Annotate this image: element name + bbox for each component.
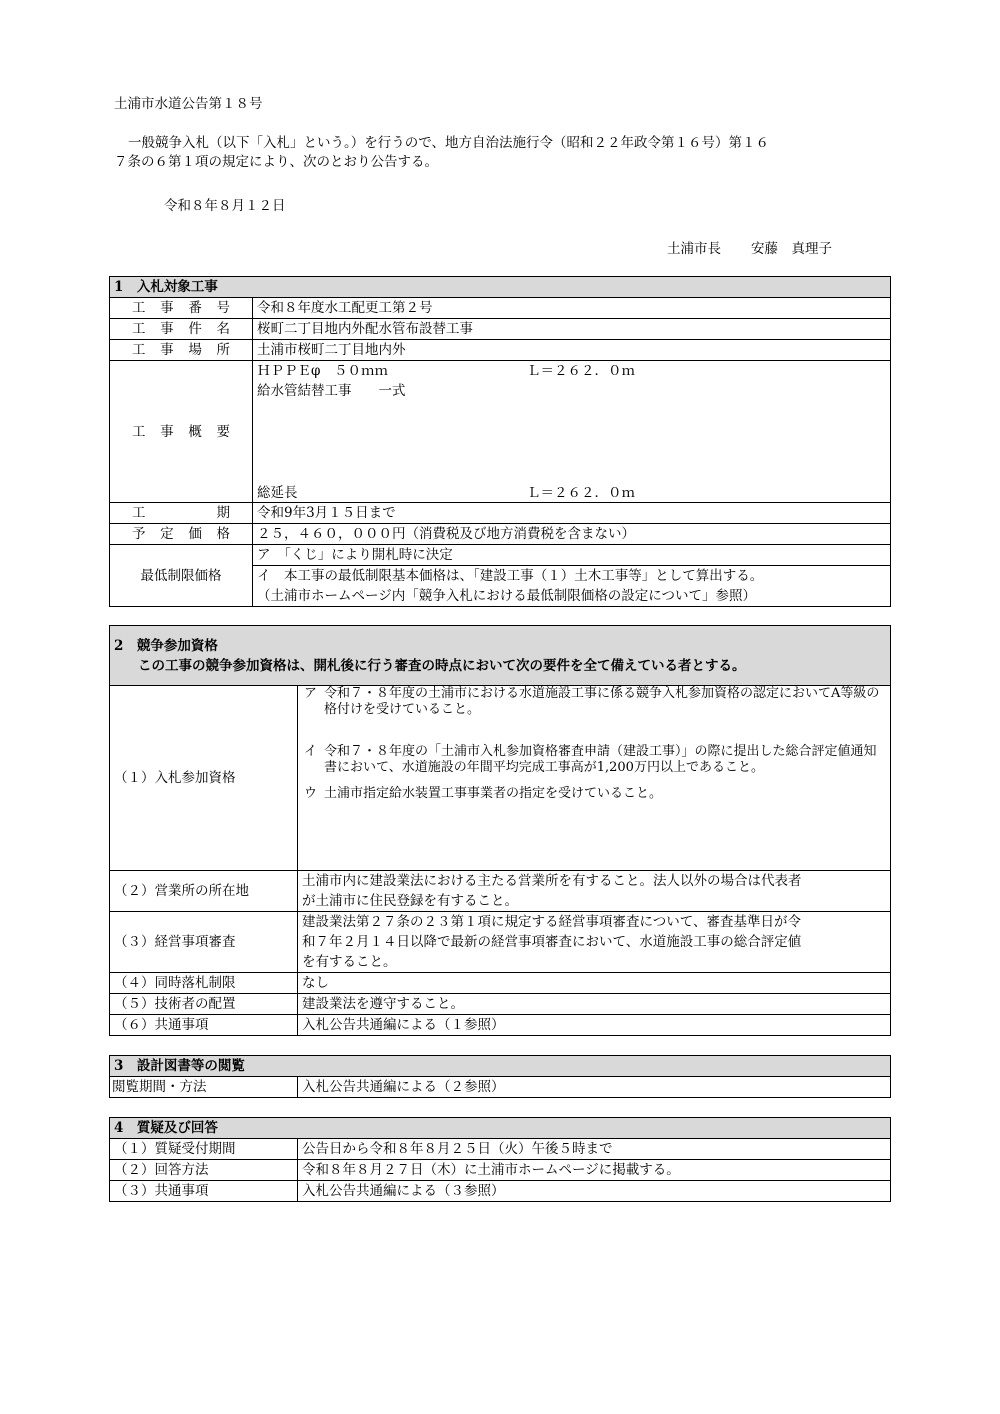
- work-name-label: 工事件名: [110, 319, 253, 340]
- section1-title: 1 入札対象工事: [110, 277, 891, 298]
- work-place-label: 工事場所: [110, 340, 253, 361]
- summary-pipe: ＨＰＰＥφ ５０ｍｍ: [257, 363, 388, 379]
- qualification-item-a: ア 令和７・８年度の土浦市における水道施設工事に係る競争入札参加資格の認定においてA等級の格付けを受けていること。: [304, 686, 880, 717]
- summary-line-2: 給水管結替工事 一式: [257, 383, 406, 399]
- section2-table: [109, 625, 891, 1036]
- qualification-item-b: イ 令和７・８年度の「土浦市入札参加資格審査申請（建設工事）」の際に提出した総合評定値通知書において、水道施設の年間平均完成工事高が1,200万円以上であること。: [304, 744, 877, 775]
- minimum-price-value: [253, 545, 891, 607]
- intro-line-1: 一般競争入札（以下「入札」という。）を行うので、地方自治法施行令（昭和２２年政令第１６号）第１６: [128, 135, 769, 151]
- intro-line-2: ７条の６第１項の規定により、次のとおり公告する。: [114, 154, 438, 170]
- section2-title: 2 競争参加資格: [114, 637, 218, 654]
- minimum-price-label: 最低制限価格: [110, 545, 253, 607]
- summary-line-1: [257, 361, 635, 381]
- question-period-value: 公告日から令和８年８月２５日（火）午後５時まで: [298, 1139, 891, 1160]
- work-number-label: 工事番号: [110, 298, 253, 319]
- participation-qualification-label: （１）入札参加資格: [110, 686, 298, 871]
- section1-table: [109, 276, 891, 607]
- simultaneous-award-label: （４）同時落札制限: [110, 973, 298, 994]
- section4-common-label: （３）共通事項: [110, 1181, 298, 1202]
- answer-method-value: 令和８年８月２７日（木）に土浦市ホームページに掲載する。: [298, 1160, 891, 1181]
- issuer-title: 土浦市長: [667, 241, 721, 257]
- summary-total-label: 総延長: [257, 485, 298, 501]
- work-summary-value: [253, 361, 891, 503]
- intro-paragraph: [114, 134, 889, 172]
- inspection-label: 閲覧期間・方法: [110, 1077, 298, 1098]
- simultaneous-award-value: なし: [298, 973, 891, 994]
- minimum-price-b: イ 本工事の最低制限基本価格は、「建設工事（１）土木工事等」として算出する。: [257, 568, 764, 584]
- notice-number: 土浦市水道公告第１８号: [114, 96, 263, 112]
- work-place-value: 土浦市桜町二丁目地内外: [253, 340, 891, 361]
- engineer-placement-label: （５）技術者の配置: [110, 994, 298, 1015]
- section4-common-value: 入札公告共通編による（３参照）: [298, 1181, 891, 1202]
- office-location-label: （２）営業所の所在地: [110, 871, 298, 912]
- office-location-value: 土浦市内に建設業法における主たる営業所を有すること。法人以外の場合は代表者 が土浦市に住民登録を有すること。: [298, 871, 891, 912]
- section3-title: 3 設計図書等の閲覧: [110, 1056, 891, 1077]
- qualification-item-c: ウ 土浦市指定給水装置工事事業者の指定を受けていること。: [304, 786, 663, 801]
- section4-title: 4 質疑及び回答: [110, 1118, 891, 1139]
- work-name-value: 桜町二丁目地内外配水管布設替工事: [253, 319, 891, 340]
- management-review-label: （３）経営事項審査: [110, 912, 298, 973]
- minimum-price-a: ア 「くじ」により開札時に決定: [253, 545, 890, 566]
- engineer-placement-value: 建設業法を遵守すること。: [298, 994, 891, 1015]
- issuer: [667, 237, 832, 257]
- common-matters-label: （６）共通事項: [110, 1015, 298, 1036]
- section2-subtitle: この工事の競争参加資格は、開札後に行う審査の時点において次の要件を全て備えている者とする。: [138, 657, 746, 674]
- planned-price-label: 予定価格: [110, 524, 253, 545]
- planned-price-value: ２５，４６０，０００円（消費税及び地方消費税を含まない）: [253, 524, 891, 545]
- minimum-price-c: （土浦市ホームページ内「競争入札における最低制限価格の設定について」参照）: [257, 588, 756, 604]
- management-review-value: 建設業法第２７条の２３第１項に規定する経営事項審査について、審査基準日が令 和７年２月１４日以降で最新の経営事項審査において、水道施設工事の総合評定値 を有すること。: [298, 912, 891, 973]
- notice-date: 令和８年８月１２日: [164, 198, 286, 214]
- section2-header: [110, 626, 891, 686]
- section3-table: [109, 1055, 891, 1098]
- section4-table: [109, 1117, 891, 1202]
- period-label: 工期: [110, 503, 253, 524]
- participation-qualification-value: [298, 686, 891, 871]
- answer-method-label: （２）回答方法: [110, 1160, 298, 1181]
- summary-pipe-length: Ｌ＝２６２．０ｍ: [527, 363, 635, 379]
- summary-line-3: [257, 483, 635, 503]
- summary-total-length: Ｌ＝２６２．０ｍ: [527, 485, 635, 501]
- common-matters-value: 入札公告共通編による（１参照）: [298, 1015, 891, 1036]
- question-period-label: （１）質疑受付期間: [110, 1139, 298, 1160]
- work-summary-label: 工事概要: [110, 361, 253, 503]
- work-number-value: 令和８年度水工配更工第２号: [253, 298, 891, 319]
- issuer-name: 安藤 真理子: [751, 241, 832, 257]
- period-value: 令和9年3月１５日まで: [253, 503, 891, 524]
- inspection-value: 入札公告共通編による（２参照）: [298, 1077, 891, 1098]
